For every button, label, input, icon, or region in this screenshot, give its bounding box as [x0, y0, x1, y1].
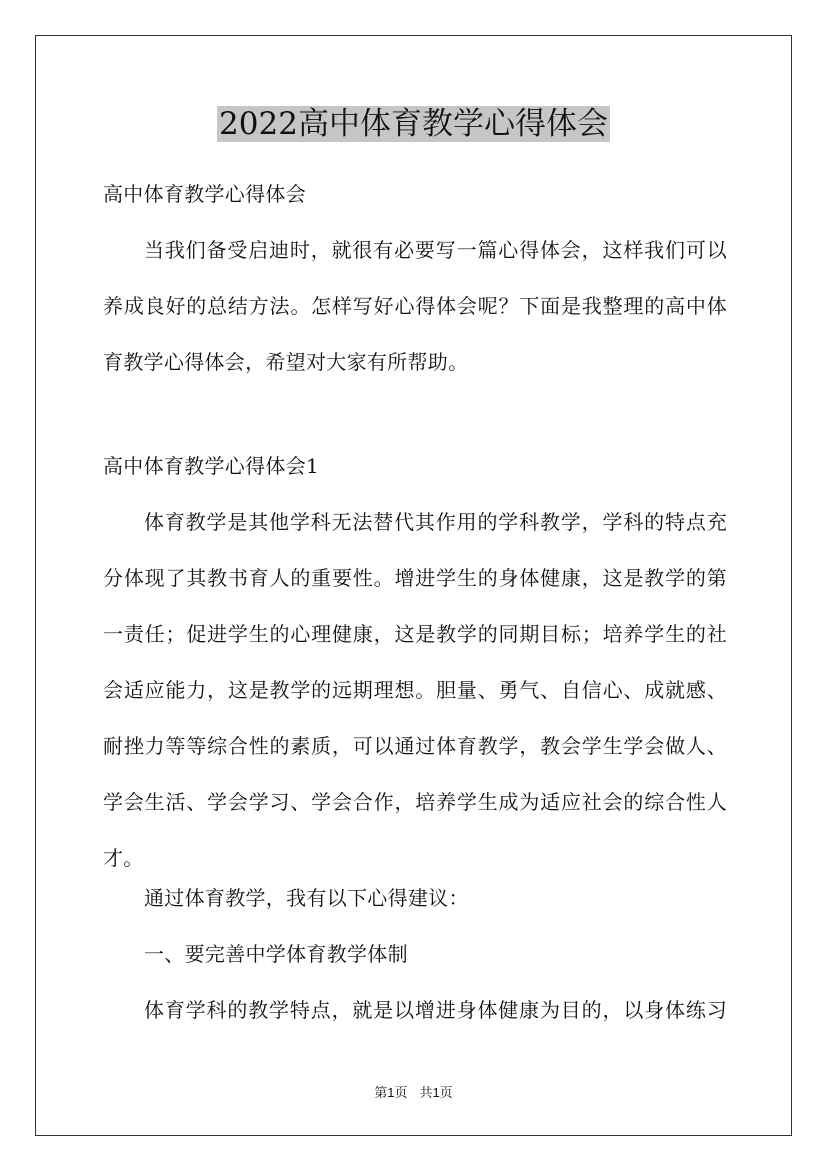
paragraph-line: 分体现了其教书育人的重要性。增进学生的身体健康，这是教学的第	[103, 566, 727, 590]
page-footer	[0, 1084, 827, 1102]
section-heading: 高中体育教学心得体会1	[103, 454, 320, 478]
document-title-text: 2022高中体育教学心得体会	[219, 106, 608, 142]
subheading-line: 一、要完善中学体育教学体制	[144, 942, 408, 966]
paragraph-line: 才。	[103, 846, 144, 870]
intro-heading: 高中体育教学心得体会	[103, 182, 306, 206]
page-number: 第1页	[374, 1085, 408, 1100]
paragraph-line: 体育教学是其他学科无法替代其作用的学科教学，学科的特点充	[144, 510, 727, 534]
page-total: 共1页	[419, 1085, 453, 1100]
paragraph-line: 会适应能力，这是教学的远期理想。胆量、勇气、自信心、成就感、	[103, 678, 727, 702]
paragraph-line: 当我们备受启迪时，就很有必要写一篇心得体会，这样我们可以	[144, 238, 727, 262]
paragraph-line: 育教学心得体会，希望对大家有所帮助。	[103, 350, 469, 374]
paragraph-line: 体育学科的教学特点，就是以增进身体健康为目的，以身体练习	[144, 998, 727, 1022]
paragraph-line: 一责任；促进学生的心理健康，这是教学的同期目标；培养学生的社	[103, 622, 727, 646]
document-title	[0, 104, 827, 144]
paragraph-line: 通过体育教学，我有以下心得建议：	[144, 886, 469, 910]
paragraph-line: 养成良好的总结方法。怎样写好心得体会呢？下面是我整理的高中体	[103, 294, 727, 318]
paragraph-line: 学会生活、学会学习、学会合作，培养学生成为适应社会的综合性人	[103, 790, 727, 814]
paragraph-line: 耐挫力等等综合性的素质，可以通过体育教学，教会学生学会做人、	[103, 734, 727, 758]
